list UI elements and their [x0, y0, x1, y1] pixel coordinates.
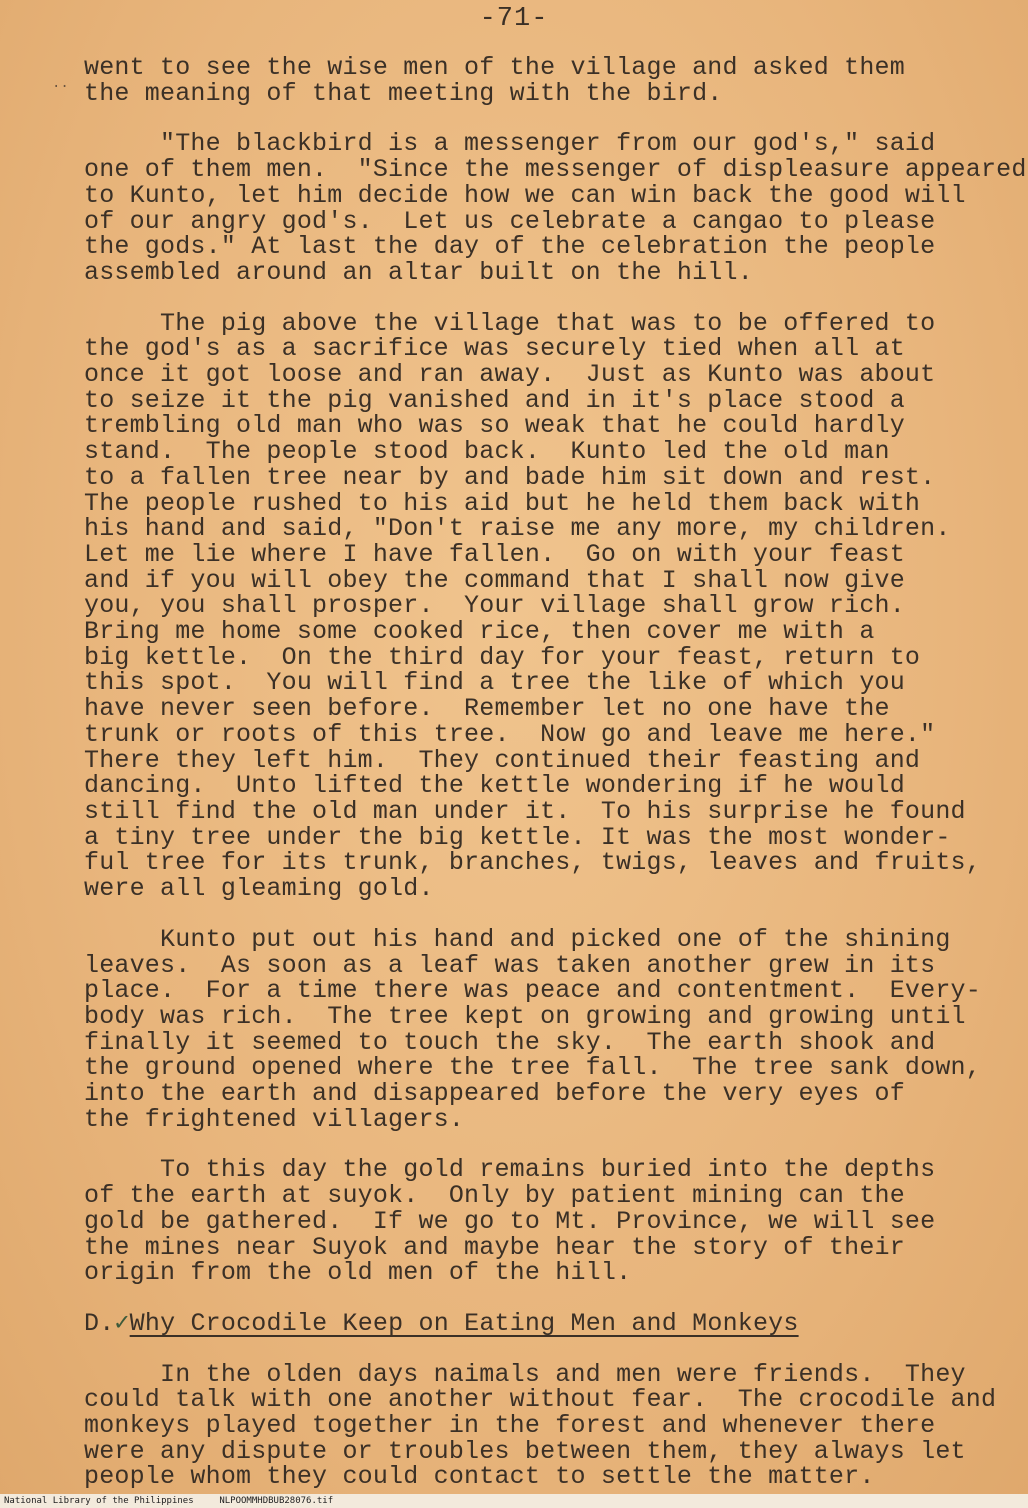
document-body [84, 53, 1027, 1492]
paragraph-1: went to see the wise men of the village and asked them the meaning of that meeting with the bird. [84, 53, 905, 108]
footer-library: National Library of the Philippines [4, 1496, 194, 1506]
section-title: Why Crocodile Keep on Eating Men and Monkeys [129, 1308, 799, 1338]
scan-footer [0, 1494, 1028, 1508]
paragraph-3: The pig above the village that was to be offered to the god's as a sacrifice was securely tied when all at once it got loose and ran away. Just as Kunto was about to seize it the pig vanished and in it's place stood a trembling old man who was so weak that he could hardly stand. The people stood back. Kunto led the old man to a fallen tree near by and bade him sit down and rest. The people rushed to his aid but he held them back with his hand and said, "Don't raise me any more, my children. Let me lie where I have fallen. Go on with your feast and if you will obey the command that I shall now give you, you shall prosper. Your village shall grow rich. Bring me home some cooked rice, then cover me with a big kettle. On the third day for your feast, return to this spot. You will find a tree the like of which you have never seen before. Remember let no one have the trunk or roots of this tree. Now go and leave me here." There they left him. They continued their feasting and dancing. Unto lifted the kettle wondering if he would still find the old man under it. To his surprise he found a tiny tree under the big kettle. It was the most wonder- ful tree for its trunk, branches, twigs, leaves and fruits, were all gleaming gold. [84, 308, 981, 904]
section-heading [84, 1308, 1014, 1338]
paragraph-5: To this day the gold remains buried into the depths of the earth at suyok. Only by patient mining can the gold be gathered. If we go to Mt. Province, we will see the mines near Suyok and maybe hear the story of their origin from the old men of the hill. [84, 1155, 936, 1288]
paragraph-2: "The blackbird is a messenger from our god's," said one of them men. "Since the messenger of displeasure appeared to Kunto, let him decide how we can win back the good will of our angry god's. Let us celebrate a cangao to please the gods." At last the day of the celebration the people assembled around an altar built on the hill. [84, 129, 1027, 287]
footer-filename: NLPOOMMHDBUB28076.tif [219, 1496, 334, 1506]
paragraph-4: Kunto put out his hand and picked one of the shining leaves. As soon as a leaf was taken another grew in its place. For a time there was peace and contentment. Every- body was rich. The tree kept on growing and growing until finally it seemed to touch the sky. The earth shook and the ground opened where the tree fall. The tree sank down, into the earth and disappeared before the very eyes of the frightened villagers. [84, 924, 981, 1134]
page-number: -71- [479, 4, 549, 34]
check-mark-icon: ✓ [114, 1308, 130, 1338]
margin-mark: .. [52, 76, 69, 92]
section-prefix: D. [84, 1308, 115, 1338]
closing-paragraph: In the olden days naimals and men were friends. They could talk with one another without fear. The crocodile and monkeys played together in the forest and whenever there were any dispute or troubles between them, they always let people whom they could contact to settle the matter. [84, 1359, 997, 1492]
